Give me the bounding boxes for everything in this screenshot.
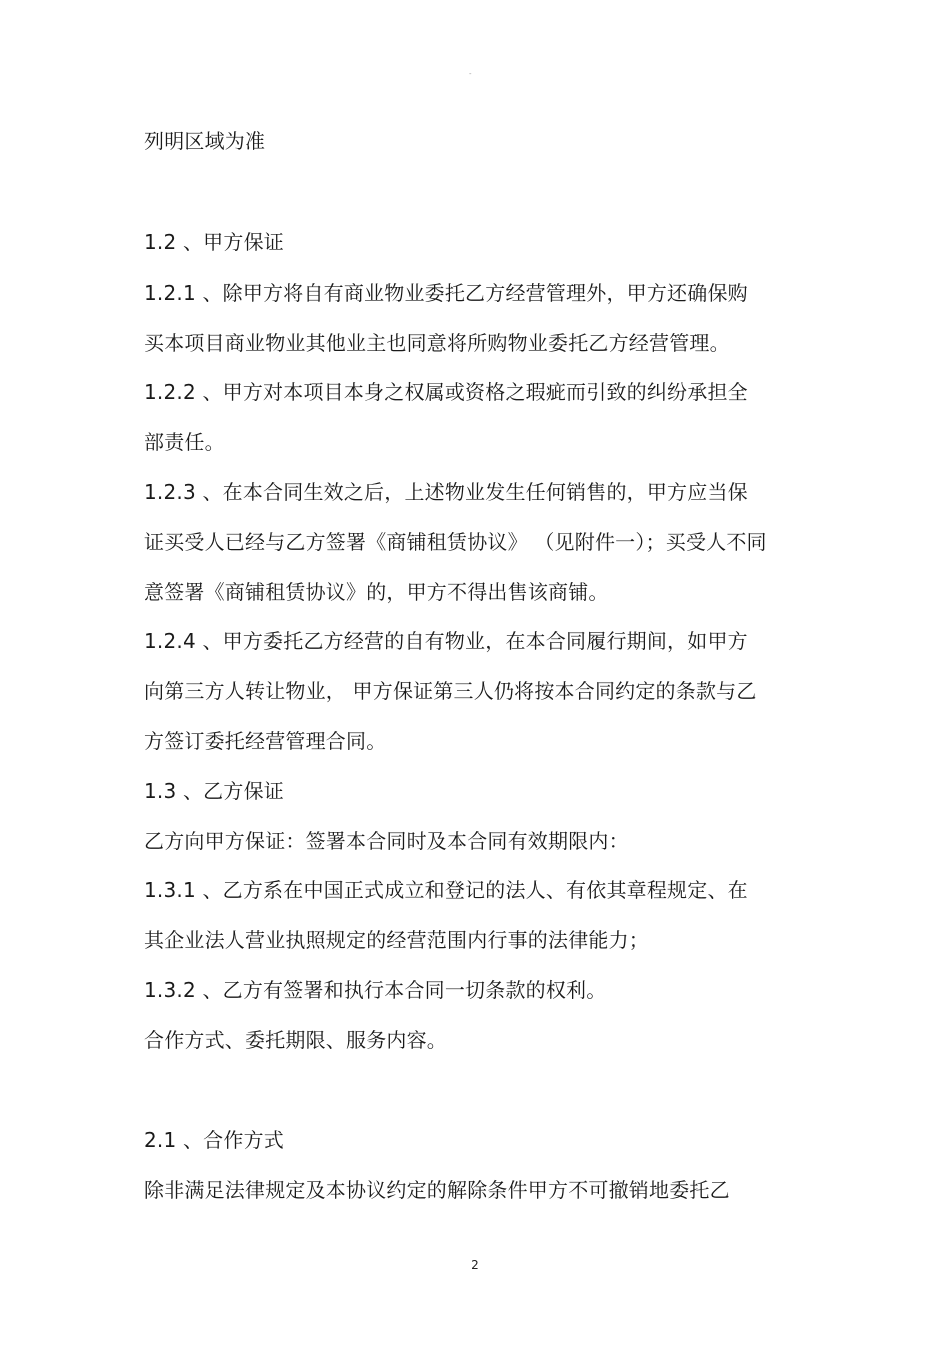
section-heading: 2.1 、合作方式 [144, 1128, 284, 1152]
text-line: 意签署《商铺租赁协议》的，甲方不得出售该商铺。 [144, 580, 609, 604]
text-line: 合作方式、委托期限、服务内容。 [144, 1028, 447, 1052]
page-number: 2 [471, 1258, 479, 1272]
section-heading: 1.3 、乙方保证 [144, 779, 284, 803]
text-line: 证买受人已经与乙方签署《商铺租赁协议》 （见附件一）；买受人不同 [144, 530, 767, 554]
text-line: 1.2.4 、甲方委托乙方经营的自有物业，在本合同履行期间，如甲方 [144, 629, 748, 653]
text-line: 1.2.1 、除甲方将自有商业物业委托乙方经营管理外，甲方还确保购 [144, 281, 748, 305]
text-line: 1.3.1 、乙方系在中国正式成立和登记的法人、有依其章程规定、在 [144, 878, 748, 902]
text-line: 乙方向甲方保证：签署本合同时及本合同有效期限内： [144, 829, 629, 853]
text-line: 1.2.2 、甲方对本项目本身之权属或资格之瑕疵而引致的纠纷承担全 [144, 380, 748, 404]
text-line: 列明区域为准 [144, 129, 266, 153]
text-line: 向第三方人转让物业， 甲方保证第三人仍将按本合同约定的条款与乙 [144, 679, 757, 703]
text-line: 部责任。 [144, 430, 225, 454]
text-line: 除非满足法律规定及本协议约定的解除条件甲方不可撤销地委托乙 [144, 1178, 730, 1202]
header-mark: - [469, 70, 472, 78]
section-heading: 1.2 、甲方保证 [144, 230, 284, 254]
text-line: 1.2.3 、在本合同生效之后，上述物业发生任何销售的，甲方应当保 [144, 480, 748, 504]
text-line: 1.3.2 、乙方有签署和执行本合同一切条款的权利。 [144, 978, 607, 1002]
text-line: 方签订委托经营管理合同。 [144, 729, 387, 753]
text-line: 其企业法人营业执照规定的经营范围内行事的法律能力； [144, 928, 649, 952]
text-line: 买本项目商业物业其他业主也同意将所购物业委托乙方经营管理。 [144, 331, 730, 355]
